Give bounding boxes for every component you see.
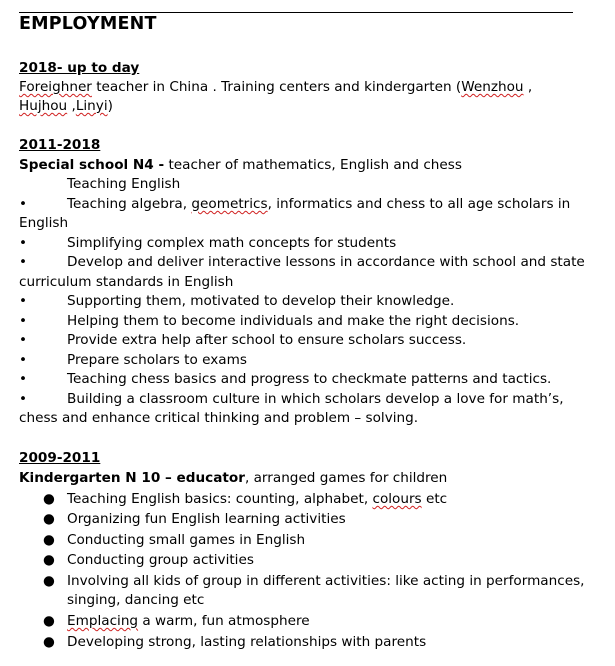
text-run: etc bbox=[421, 491, 448, 507]
duty-item bbox=[67, 195, 570, 215]
text-run: teacher in China . Training centers and kindergarten ( bbox=[91, 79, 462, 95]
job-title-line bbox=[19, 469, 447, 489]
bullet-icon: ● bbox=[43, 532, 55, 548]
duty-item bbox=[67, 490, 447, 510]
text-run: , informatics and chess to all age scholars in bbox=[267, 196, 571, 212]
duty-item: Prepare scholars to exams bbox=[67, 352, 247, 368]
duty-item: Involving all kids of group in different activities: like acting in performances, bbox=[67, 573, 585, 589]
bullet-icon: ● bbox=[43, 491, 55, 507]
bullet-icon: ● bbox=[43, 634, 55, 650]
duty-continuation: curriculum standards in English bbox=[19, 274, 234, 290]
spellcheck-word: geometrics bbox=[191, 196, 268, 212]
job-description-line bbox=[19, 78, 532, 98]
bullet-icon: • bbox=[19, 235, 28, 251]
bullet-icon: • bbox=[19, 293, 28, 309]
job-description-line bbox=[19, 97, 113, 117]
duty-item: Organizing fun English learning activities bbox=[67, 511, 346, 527]
bullet-icon: • bbox=[19, 332, 28, 348]
spellcheck-word: Linyi bbox=[75, 98, 108, 114]
text-run: Teaching English basics: counting, alphabet, bbox=[67, 491, 373, 507]
bullet-icon: ● bbox=[43, 552, 55, 568]
text-run: , bbox=[67, 98, 76, 114]
spellcheck-word: colours bbox=[372, 491, 422, 507]
spellcheck-word: Hujhou bbox=[19, 98, 68, 114]
duty-item: Helping them to become individuals and make the right decisions. bbox=[67, 313, 520, 329]
duty-continuation: chess and enhance critical thinking and problem – solving. bbox=[19, 410, 419, 426]
duty-continuation: singing, dancing etc bbox=[67, 592, 205, 608]
text-run: a warm, fun atmosphere bbox=[138, 613, 310, 629]
spellcheck-word: Wenzhou bbox=[461, 79, 524, 95]
duty-item bbox=[67, 612, 310, 632]
section-title: EMPLOYMENT bbox=[19, 14, 157, 34]
duty-item: Conducting small games in English bbox=[67, 532, 306, 548]
duty-continuation: English bbox=[19, 215, 69, 231]
text-run: ) bbox=[107, 98, 113, 114]
duty-item: Developing strong, lasting relationships with parents bbox=[67, 634, 427, 650]
job-period: 2018- up to day bbox=[19, 60, 140, 76]
duty-item: Supporting them, motivated to develop their knowledge. bbox=[67, 293, 455, 309]
spellcheck-word: Foreighner bbox=[19, 79, 92, 95]
employer-name: Kindergarten N 10 – educator bbox=[19, 470, 245, 486]
duty-item: Building a classroom culture in which scholars develop a love for math’s, bbox=[67, 391, 564, 407]
bullet-icon: ● bbox=[43, 573, 55, 589]
top-rule bbox=[19, 12, 573, 13]
bullet-icon: • bbox=[19, 196, 28, 212]
bullet-icon: • bbox=[19, 313, 28, 329]
duty-item: Develop and deliver interactive lessons in accordance with school and state bbox=[67, 254, 585, 270]
text-run: Teaching algebra, bbox=[67, 196, 192, 212]
job-role: teacher of mathematics, English and chess bbox=[164, 157, 462, 173]
text-run: , bbox=[523, 79, 533, 95]
bullet-icon: • bbox=[19, 371, 28, 387]
bullet-icon: ● bbox=[43, 613, 55, 629]
job-title-line bbox=[19, 156, 462, 176]
job-period: 2011-2018 bbox=[19, 137, 101, 153]
bullet-icon: • bbox=[19, 254, 28, 270]
bullet-icon: • bbox=[19, 391, 28, 407]
bullet-icon: ● bbox=[43, 511, 55, 527]
job-role: , arranged games for children bbox=[244, 470, 448, 486]
employer-name: Special school N4 - bbox=[19, 157, 165, 173]
duty-item: Simplifying complex math concepts for students bbox=[67, 235, 397, 251]
duty-item: Teaching chess basics and progress to checkmate patterns and tactics. bbox=[67, 371, 552, 387]
duty-item: Conducting group activities bbox=[67, 552, 254, 568]
spellcheck-word: Emplacing bbox=[67, 613, 139, 629]
job-intro: Teaching English bbox=[67, 176, 181, 192]
job-period: 2009-2011 bbox=[19, 450, 101, 466]
duty-item: Provide extra help after school to ensure scholars success. bbox=[67, 332, 467, 348]
bullet-icon: • bbox=[19, 352, 28, 368]
